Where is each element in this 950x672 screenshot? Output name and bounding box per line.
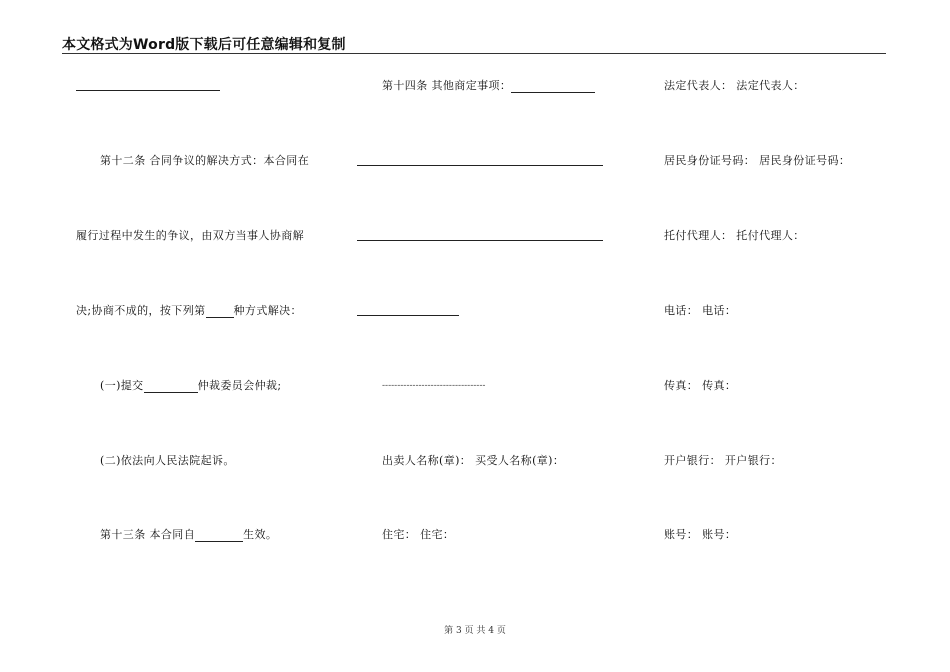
article-13-post: 生效。 bbox=[243, 528, 278, 541]
account: 账号： 账号： bbox=[664, 528, 737, 541]
article-12-line-3-pre: 决;协商不成的，按下列第 bbox=[76, 304, 206, 317]
article-14 bbox=[382, 79, 595, 93]
blank-line bbox=[357, 240, 603, 241]
blank-field bbox=[511, 81, 595, 93]
article-12-line-3 bbox=[76, 304, 302, 318]
page-number: 第 3 页 共 4 页 bbox=[444, 626, 506, 636]
blank-field bbox=[195, 530, 243, 542]
option-2: (二)依法向人民法院起诉。 bbox=[100, 454, 235, 467]
article-12-line-1: 第十二条 合同争议的解决方式：本合同在 bbox=[100, 154, 310, 167]
header-rule bbox=[62, 53, 886, 54]
phone: 电话： 电话： bbox=[664, 304, 737, 317]
blank-field bbox=[206, 306, 234, 318]
article-13-pre: 第十三条 本合同自 bbox=[100, 528, 196, 541]
article-13 bbox=[100, 528, 277, 542]
fax: 传真： 传真： bbox=[664, 379, 737, 392]
blank-line bbox=[76, 90, 220, 91]
document-header: 本文格式为Word版下载后可任意编辑和复制 bbox=[62, 37, 346, 53]
option-1-post: 仲裁委员会仲裁; bbox=[197, 379, 282, 392]
blank-field bbox=[144, 381, 198, 393]
agent: 托付代理人： 托付代理人： bbox=[664, 229, 805, 242]
party-names: 出卖人名称(章)： 买受人名称(章)： bbox=[382, 454, 565, 467]
legal-representative: 法定代表人： 法定代表人： bbox=[664, 79, 805, 92]
option-1-pre: (一)提交 bbox=[100, 379, 144, 392]
id-number: 居民身份证号码： 居民身份证号码： bbox=[664, 154, 851, 167]
article-14-text: 第十四条 其他商定事项： bbox=[382, 79, 512, 92]
dashed-separator: ---------------------------------- bbox=[382, 381, 486, 391]
article-12-line-3-post: 种方式解决： bbox=[233, 304, 302, 317]
article-12-line-2: 履行过程中发生的争议，由双方当事人协商解 bbox=[76, 229, 304, 242]
option-1 bbox=[100, 379, 282, 393]
address: 住宅： 住宅： bbox=[382, 528, 455, 541]
blank-line bbox=[357, 315, 459, 316]
blank-line bbox=[357, 165, 603, 166]
bank: 开户银行： 开户银行： bbox=[664, 454, 782, 467]
